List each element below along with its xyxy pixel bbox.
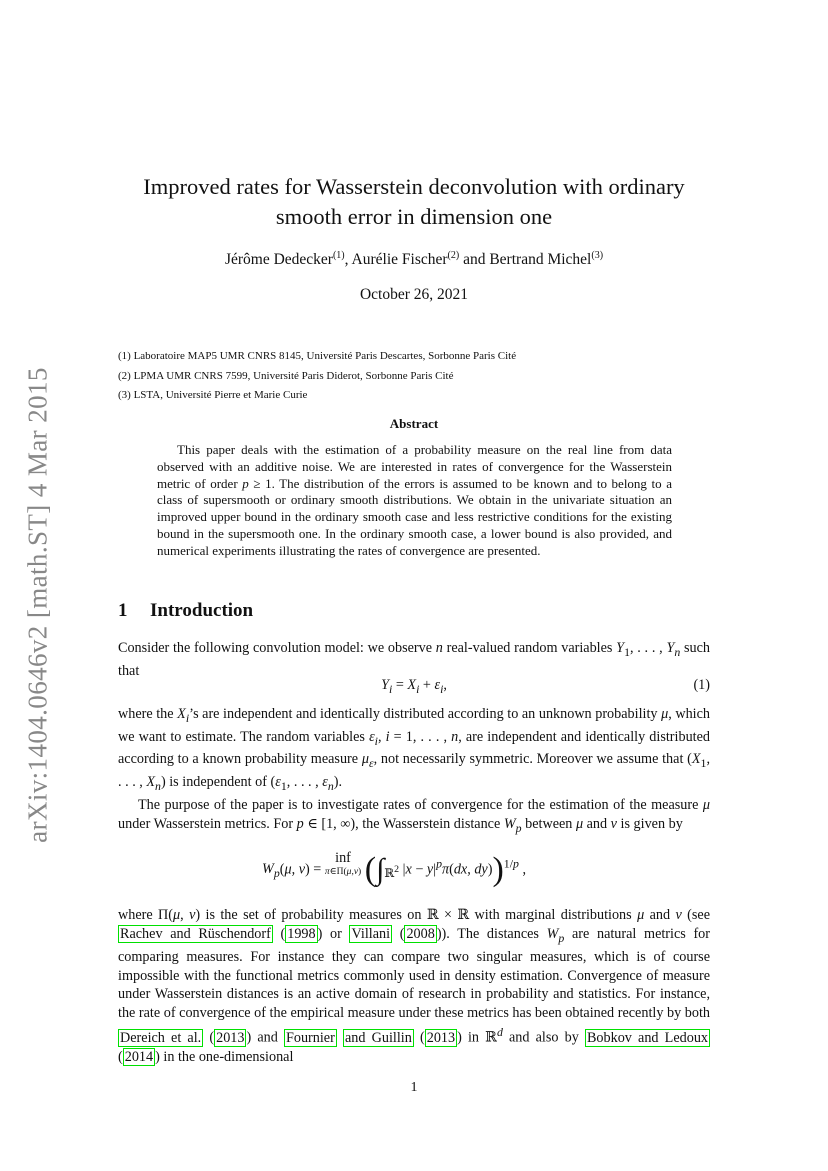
author-mark: (1): [332, 249, 345, 261]
body-paragraph: where the $X_i’s$ are independent and identically distributed according to an unknown probability μ, which we want to estimate. The random variables $\varepsilon_i$, i = 1, . . . , n, are independent and identically distributed according to a known probability measure $\mu_\varepsilon$, not necessarily symmetric. Moreover we assume that ($X_1$, . . . , $X_n$) is independent of ($\varepsilon_1$, . . . , $\varepsilon_n$). The purpose of the paper is to investigate rates of convergence for the estimation of the measure μ under Wasserstein metrics. For p ∈ [1, ∞), the Wasserstein distance $W_p$ between μ and ν is given by: [118, 706, 710, 835]
title-line-1: Improved rates for Wasserstein deconvolution with ordinary: [143, 174, 685, 199]
citation-year-link[interactable]: 2014: [124, 1048, 154, 1065]
affiliations: [118, 347, 516, 406]
affiliation: (3) LSTA, Université Pierre et Marie Curie: [118, 389, 308, 401]
citation-year-link[interactable]: 1998: [287, 925, 316, 942]
page-number: 1: [410, 1080, 418, 1095]
author-list: [100, 251, 728, 269]
author-name: Bertrand Michel: [489, 251, 592, 268]
author-and: and: [459, 251, 490, 268]
citation-link[interactable]: Villani: [351, 925, 391, 942]
title-line-2: smooth error in dimension one: [275, 204, 553, 229]
author-separator: ,: [344, 251, 352, 268]
citation-year-link[interactable]: 2008: [406, 925, 435, 942]
arxiv-identifier: arXiv:1404.0646v2 [math.ST] 4 Mar 2015: [22, 367, 53, 843]
section-number: 1: [118, 600, 128, 621]
body-paragraph: Consider the following convolution model: we observe n real-valued random variables $Y_1$, . . . , $Y_n$ such that: [118, 640, 710, 679]
citation-year-link[interactable]: 2013: [216, 1030, 245, 1046]
section-heading: [118, 600, 253, 622]
abstract-text: This paper deals with the estimation of a probability measure on the real line from data observed with an additive noise. We are interested in rates of convergence for the Wasserstein metric of order p ≥ 1. The distribution of the errors is assumed to be known and to belong to a class of supersmooth or ordinary smooth distributions. We obtain in the univariate situation an improved upper bound in the ordinary smooth case and less restrictive conditions for the existing bound in the supersmooth one. In the ordinary smooth case, a lower bound is also provided, and numerical experiments illustrating the rates of convergence are presented.: [157, 442, 672, 558]
section-title: Introduction: [150, 600, 254, 621]
affiliation: (1) Laboratoire MAP5 UMR CNRS 8145, Université Paris Descartes, Sorbonne Paris Cité: [118, 350, 517, 362]
equation-wasserstein: $W_p(\mu$, ν) = inf π∈Π(μ,ν) ($\int_{ℝ^2}$ $|x - y|^p\pi(dx$, dy))$^{1/p}$ ,: [262, 850, 527, 888]
citation-link[interactable]: Fournier: [285, 1030, 335, 1046]
abstract-heading: Abstract: [389, 416, 439, 431]
arxiv-sidebar: [8, 360, 68, 850]
citation-link[interactable]: Bobkov and Ledoux: [586, 1030, 709, 1046]
author-name: Jérôme Dedecker: [224, 251, 333, 268]
author-name: Aurélie Fischer: [351, 251, 448, 268]
citation-year-link[interactable]: 2013: [426, 1030, 456, 1046]
paper-date: October 26, 2021: [359, 286, 469, 303]
affiliation: (2) LPMA UMR CNRS 7599, Université Paris Diderot, Sorbonne Paris Cité: [118, 369, 454, 382]
paper-title: [100, 172, 728, 232]
author-mark: (3): [591, 249, 604, 261]
citation-link[interactable]: and Guillin: [345, 1030, 412, 1046]
citation-link[interactable]: Rachev and Rüschendorf: [120, 925, 271, 942]
citation-link[interactable]: Dereich et al.: [120, 1030, 202, 1046]
author-mark: (2): [447, 249, 460, 261]
body-paragraph: where Π(μ, ν) is the set of probability measures on ℝ × ℝ with marginal distributions μ and ν (see Rachev and Rüschendorf ( 1998 ) or Villani ( 2008 )). The distances $W_p$ are natural metrics for comparing measures. For instance they can compare two singular measures, which is of course impossible with the functional metrics commonly used in density estimation. Convergence of measure under Wasserstein distances is an active domain of research in probability and statistics. For instance, the rate of convergence of the empirical measure under these metrics has been obtained recently by both Dereich et al. ( 2013 ) and Fournier and Guillin ( 2013 ) in ℝ$^d$ and also by Bobkov and Ledoux ( 2014 ) in the one-dimensional: [118, 907, 710, 1065]
